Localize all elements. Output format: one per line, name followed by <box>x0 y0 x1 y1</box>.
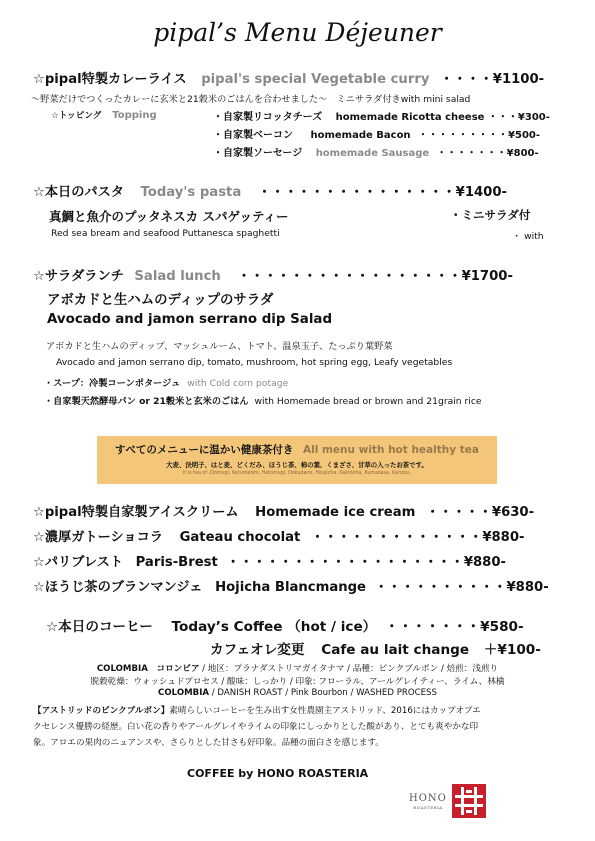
coffee-heading <box>46 615 524 635</box>
pasta-salad-note: ・ミニサラダ付 <box>450 208 531 222</box>
dessert-item <box>33 526 525 545</box>
dessert-price: ¥630- <box>491 505 535 520</box>
curry-heading <box>33 68 544 87</box>
coffee-dots: ・・・・・・・ <box>385 619 481 635</box>
salad-heading-en: Salad lunch <box>134 269 221 284</box>
curry-price: ¥1100- <box>492 72 545 87</box>
coffee-price: ¥580- <box>480 619 524 635</box>
coffee-heading-jp: ☆本日のコーヒー <box>46 619 153 635</box>
dessert-item <box>33 501 534 520</box>
dessert-item <box>33 576 549 595</box>
topping-label <box>51 109 157 121</box>
salad-heading-jp: ☆サラダランチ <box>33 269 124 284</box>
healthy-tea-banner <box>97 436 497 484</box>
pasta-heading-jp: ☆本日のパスタ <box>33 185 124 200</box>
salad-soup-jp: ・スープ：冷製コーンポタージュ <box>44 378 181 389</box>
dessert-jp: ☆濃厚ガトーショコラ <box>33 530 163 545</box>
salad-soup-en: with Cold corn potage <box>187 378 289 389</box>
pasta-dish-jp: 真鯛と魚介のプッタネスカ スパゲッティー <box>49 209 289 224</box>
topping-en: homemade Bacon <box>310 130 411 141</box>
banner-line2: 大麦、決明子、はと麦、どくだみ、ほうじ茶、柿の葉、くまざさ、甘草の入ったお茶です。 <box>166 461 428 469</box>
hono-logo-word: HONO <box>409 793 447 804</box>
dessert-en: Hojicha Blancmange <box>215 580 367 595</box>
coffee-origin-name: COLOMBIA コロンビア <box>96 664 200 674</box>
coffee-origin-name-en: COLOMBIA <box>158 688 210 698</box>
coffee-footer: COFFEE by HONO ROASTERIA <box>187 767 369 780</box>
topping-en: homemade Ricotta cheese <box>335 112 485 123</box>
salad-dish-jp: アボカドと生ハムのディップのサラダ <box>47 293 274 308</box>
salad-bread-jp: ・自家製天然酵母パン or 21穀米と玄米のごはん <box>44 396 249 407</box>
dessert-dots: ・・・・・・・・・・・・・ <box>310 530 483 545</box>
curry-heading-jp: ☆pipal特製カレーライス <box>33 72 187 87</box>
dessert-en: Gateau chocolat <box>179 530 301 545</box>
salad-bread <box>44 393 482 407</box>
coffee-story-head: 【アストリッドのピンクブルボン】 <box>33 706 170 716</box>
topping-label-jp: ☆トッピング <box>51 111 102 121</box>
coffee-origin-line3 <box>0 688 595 698</box>
topping-price: ¥500- <box>508 130 541 141</box>
curry-description: 〜野菜だけでつくったカレーに玄米と21穀米のごはんを合わせました〜 ミニサラダ付きwith mini salad <box>31 94 471 105</box>
topping-jp: ・自家製ソーセージ <box>213 148 303 159</box>
coffee-story-text: 素晴らしいコーヒーを生み出す女性農園主アストリッド、2016にはカップオブエ <box>169 706 481 716</box>
banner-line3: It is tea of ,Oomugi, Ketumeishi, Hatomugi, Dokudami, Houjicha, Kakinoha, Kumazasa, Kanzou. <box>182 471 412 476</box>
hono-logo-sub: ROASTERIA <box>413 805 443 810</box>
topping-item <box>213 126 540 141</box>
topping-price: ¥800- <box>506 148 539 159</box>
salad-ingredients-jp: アボカドと生ハムのディップ、マッシュルーム、トマト、温泉玉子、たっぷり葉野菜 <box>46 341 393 352</box>
dessert-price: ¥880- <box>506 580 549 595</box>
pasta-with-note: ・ with <box>512 231 544 242</box>
topping-item <box>213 144 539 159</box>
cafe-au-lait-price: ＋¥100- <box>483 642 541 658</box>
topping-jp: ・自家製リコッタチーズ <box>213 112 323 123</box>
topping-dots: ・・・・・・・ <box>436 148 507 159</box>
hono-logo-icon <box>452 784 486 818</box>
coffee-heading-en: Today’s Coffee （hot / ice） <box>171 619 377 635</box>
curry-heading-en: pipal's special Vegetable curry <box>201 72 430 87</box>
topping-dots: ・・・・・・・・・ <box>418 130 509 141</box>
coffee-origin-line2: 脱穀乾燥：ウォッシュドプロセス / 酸味：しっかり / 印象: フローラル、アールグレイティー、ライム、林檎 <box>90 677 505 687</box>
topping-en: homemade Sausage <box>315 148 430 159</box>
pasta-heading-en: Today's pasta <box>140 185 242 200</box>
topping-item <box>213 108 550 123</box>
page-title: pipal’s Menu Déjeuner <box>153 18 442 47</box>
topping-label-en: Topping <box>112 110 157 121</box>
hono-logo-text <box>409 793 447 810</box>
dessert-en: Homemade ice cream <box>255 505 416 520</box>
dessert-dots: ・・・・・・・・・・・・・・・・・・ <box>226 555 464 570</box>
coffee-origin-details-en: / DANISH ROAST / Pink Bourbon / WASHED PROCESS <box>209 688 437 698</box>
salad-heading <box>33 265 513 284</box>
pasta-dots: ・・・・・・・・・・・・・・・ <box>257 185 456 200</box>
dessert-jp: ☆pipal特製自家製アイスクリーム <box>33 505 239 520</box>
salad-bread-en: with Homemade bread or brown and 21grain rice <box>254 396 482 407</box>
topping-jp: ・自家製ベーコン <box>213 130 293 141</box>
cafe-au-lait-change <box>210 638 541 658</box>
dessert-dots: ・・・・・・・・・・ <box>374 580 507 595</box>
salad-price: ¥1700- <box>461 269 513 284</box>
dessert-jp: ☆ほうじ茶のブランマンジェ <box>33 580 203 595</box>
pasta-dish-en: Red sea bream and seafood Puttanesca spaghetti <box>51 228 280 239</box>
coffee-story-line1 <box>33 704 481 716</box>
dessert-jp: ☆パリブレスト <box>33 555 124 570</box>
cafe-au-lait-jp: カフェオレ変更 <box>210 642 305 658</box>
dessert-price: ¥880- <box>463 555 506 570</box>
banner-line1-en: All menu with hot healthy tea <box>302 444 479 456</box>
dessert-dots: ・・・・・ <box>425 505 492 520</box>
dessert-price: ¥880- <box>482 530 525 545</box>
coffee-origin-line1 <box>0 662 595 674</box>
dessert-en: Paris-Brest <box>135 555 218 570</box>
coffee-origin-details: / 地区：プラナダストリマガイタナマ / 品種：ピンクブルボン / 焙煎：浅煎り <box>199 664 499 674</box>
salad-soup <box>44 375 288 389</box>
topping-dots: ・・・ <box>487 112 518 123</box>
coffee-story-line2: クセレンス優勝の経歴。白い花の香りやアールグレイやライムの印象にしっかりとした酸があり、とても爽やかな印 <box>33 722 479 732</box>
curry-dots: ・・・・ <box>440 72 493 87</box>
salad-dots: ・・・・・・・・・・・・・・・・・ <box>237 269 462 284</box>
pasta-heading <box>33 181 507 200</box>
salad-ingredients-en: Avocado and jamon serrano dip, tomato, mushroom, hot spring egg, Leafy vegetables <box>56 357 453 368</box>
cafe-au-lait-en: Cafe au lait change <box>321 642 470 658</box>
pasta-price: ¥1400- <box>455 185 508 200</box>
dessert-item <box>33 551 506 570</box>
coffee-story-line3: 象。アロエの果肉のニュアンスや、さらりとした甘さも好印象。品種の面白さを感じます。 <box>33 738 384 748</box>
topping-price: ¥300- <box>517 112 550 123</box>
banner-line1-jp: すべてのメニューに温かい健康茶付き <box>115 444 294 456</box>
banner-line1 <box>97 442 497 457</box>
salad-dish-en: Avocado and jamon serrano dip Salad <box>47 312 333 327</box>
